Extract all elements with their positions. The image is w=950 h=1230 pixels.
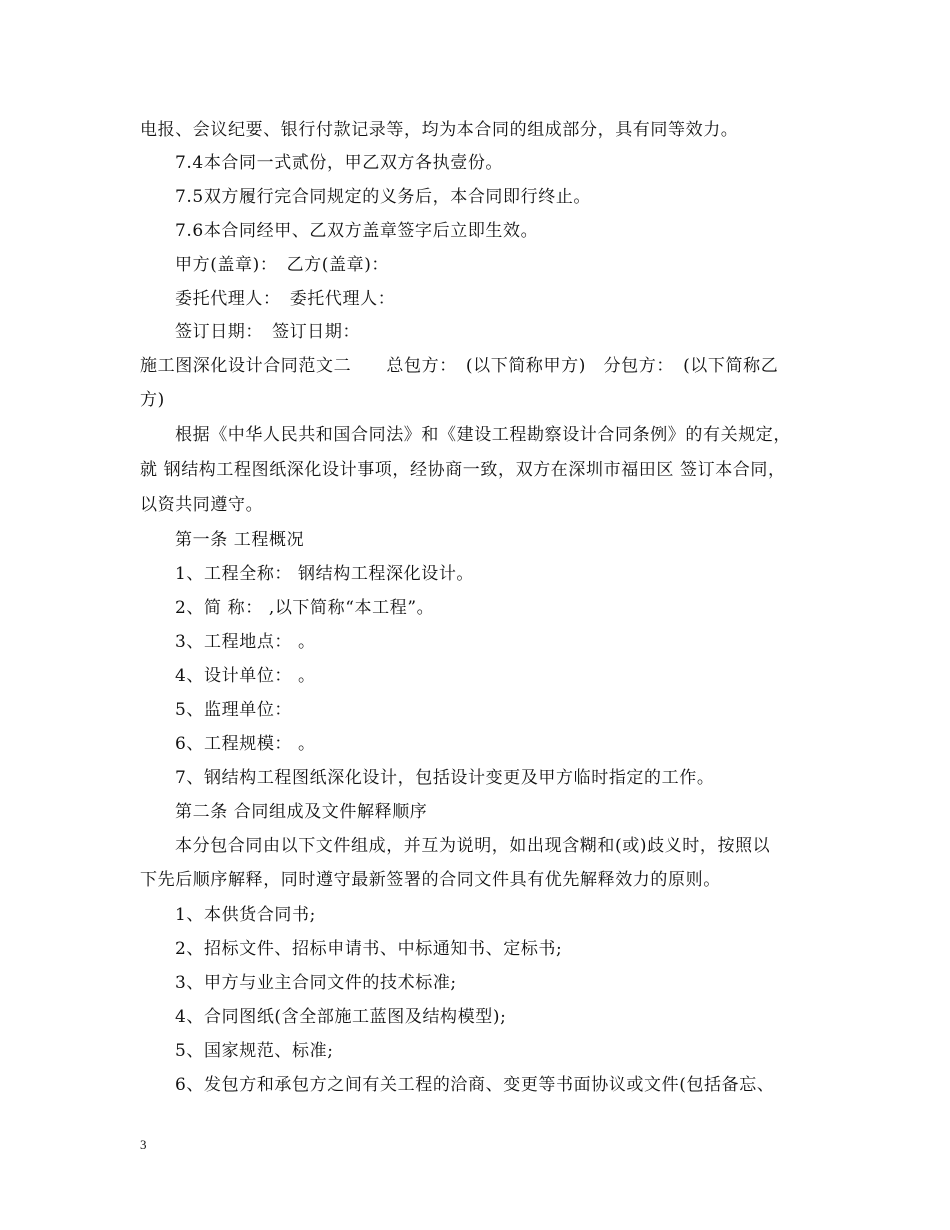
text-line: 3、甲方与业主合同文件的技术标准; — [175, 973, 457, 993]
text-line: 以资共同遵守。 — [140, 495, 264, 515]
text-line: 签订日期： 签订日期： — [175, 322, 361, 342]
text-line: 7.6本合同经甲、乙双方盖章签字后立即生效。 — [175, 221, 539, 241]
page-number: 3 — [140, 1137, 147, 1152]
text-line: 根据《中华人民共和国合同法》和《建设工程勘察设计合同条例》的有关规定， — [175, 425, 791, 445]
text-line: 7、钢结构工程图纸深化设计，包括设计变更及甲方临时指定的工作。 — [175, 768, 715, 788]
text-line: 3、工程地点： 。 — [175, 632, 316, 652]
text-line: 委托代理人： 委托代理人： — [175, 289, 396, 309]
text-line: 7.4本合同一式贰份，甲乙双方各执壹份。 — [175, 153, 504, 173]
text-line: 电报、会议纪要、银行付款记录等，均为本合同的组成部分，具有同等效力。 — [140, 120, 739, 140]
section-heading: 第二条 合同组成及文件解释顺序 — [175, 802, 428, 822]
text-line: 就 钢结构工程图纸深化设计事项，经协商一致，双方在深圳市福田区 签订本合同， — [140, 460, 786, 480]
text-line: 4、合同图纸(含全部施工蓝图及结构模型); — [175, 1007, 507, 1027]
text-line: 方) — [140, 390, 165, 410]
text-line: 6、发包方和承包方之间有关工程的洽商、变更等书面协议或文件(包括备忘、 — [175, 1075, 775, 1095]
text-line: 1、工程全称： 钢结构工程深化设计。 — [175, 564, 475, 584]
text-line: 7.5双方履行完合同规定的义务后，本合同即行终止。 — [175, 187, 592, 207]
text-line: 1、本供货合同书; — [175, 905, 316, 925]
section-heading: 第一条 工程概况 — [175, 530, 305, 550]
text-line: 下先后顺序解释，同时遵守最新签署的合同文件具有优先解释效力的原则。 — [140, 870, 721, 890]
text-line: 4、设计单位： 。 — [175, 666, 316, 686]
text-line: 甲方(盖章)： 乙方(盖章)： — [175, 255, 390, 275]
text-line: 5、监理单位： — [175, 700, 293, 720]
text-line: 施工图深化设计合同范文二 总包方： (以下简称甲方) 分包方： (以下简称乙 — [140, 356, 779, 376]
text-line: 2、招标文件、招标申请书、中标通知书、定标书; — [175, 939, 563, 959]
text-line: 6、工程规模： 。 — [175, 734, 316, 754]
text-line: 5、国家规范、标准; — [175, 1041, 334, 1061]
text-line: 本分包合同由以下文件组成，并互为说明，如出现含糊和(或)歧义时，按照以 — [175, 836, 771, 856]
text-line: 2、简 称： ,以下简称“本工程”。 — [175, 598, 435, 618]
